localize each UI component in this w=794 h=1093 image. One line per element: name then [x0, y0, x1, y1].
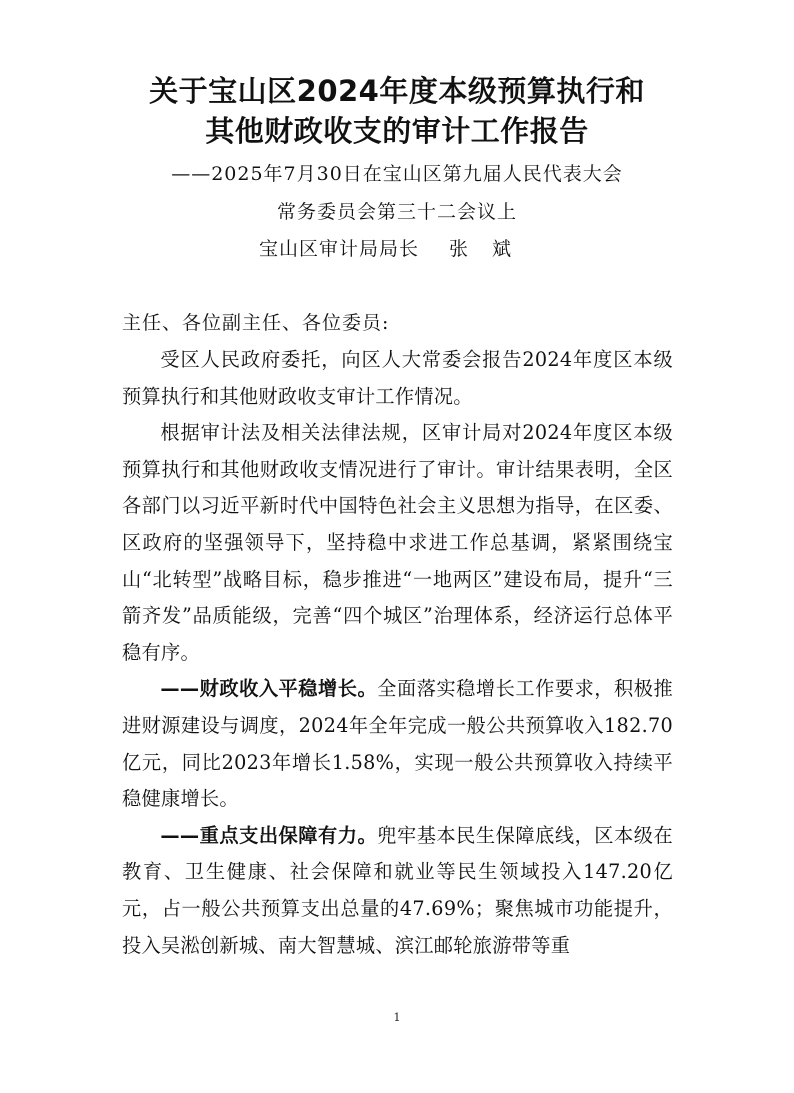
section-expenditure-heading: ——重点支出保障有力。	[160, 823, 378, 847]
speaker-line	[0, 237, 794, 261]
report-body	[122, 342, 673, 964]
report-title-line-2: 其他财政收支的审计工作报告	[205, 114, 589, 148]
salutation: 主任、各位副主任、各位委员:	[122, 312, 390, 334]
section-expenditure	[122, 818, 673, 964]
section-expenditure-text: 兜牢基本民生保障底线，区本级在教育、卫生健康、社会保障和就业等民生领域投入147.20亿元，占一般公共预算支出总量的47.69%；聚焦城市功能提升，投入吴淞创新城、南大智慧城、滨江邮轮旅游带等重	[122, 823, 674, 957]
report-title-line-1: 关于宝山区2024年度本级预算执行和	[149, 74, 645, 108]
subtitle-line-1: ——2025年7月30日在宝山区第九届人民代表大会	[171, 163, 623, 185]
section-revenue-text: 全面落实稳增长工作要求，积极推进财源建设与调度，2024年全年完成一般公共预算收入182.70亿元，同比2023年增长1.58%，实现一般公共预算收入持续平稳健康增长。	[122, 677, 674, 811]
paragraph-intro: 受区人民政府委托，向区人大常委会报告2024年度区本级预算执行和其他财政收支审计工作情况。	[122, 348, 673, 408]
speaker-name: 张斌	[449, 238, 536, 260]
section-revenue	[122, 671, 673, 817]
paragraph-audit-summary: 根据审计法及相关法律法规，区审计局对2024年度区本级预算执行和其他财政收支情况进行了审计。审计结果表明，全区各部门以习近平新时代中国特色社会主义思想为指导，在区委、区政府的坚强领导下，坚持稳中求进工作总基调，紧紧围绕宝山“北转型”战略目标，稳步推进“一地两区”建设布局，提升“三箭齐发”品质能级，完善“四个城区”治理体系，经济运行总体平稳有序。	[122, 421, 673, 664]
section-revenue-heading: ——财政收入平稳增长。	[160, 677, 378, 701]
subtitle-line-2: 常务委员会第三十二会议上	[276, 201, 517, 223]
speaker-title: 宝山区审计局局长	[258, 238, 419, 260]
page-number: 1	[393, 1011, 401, 1024]
